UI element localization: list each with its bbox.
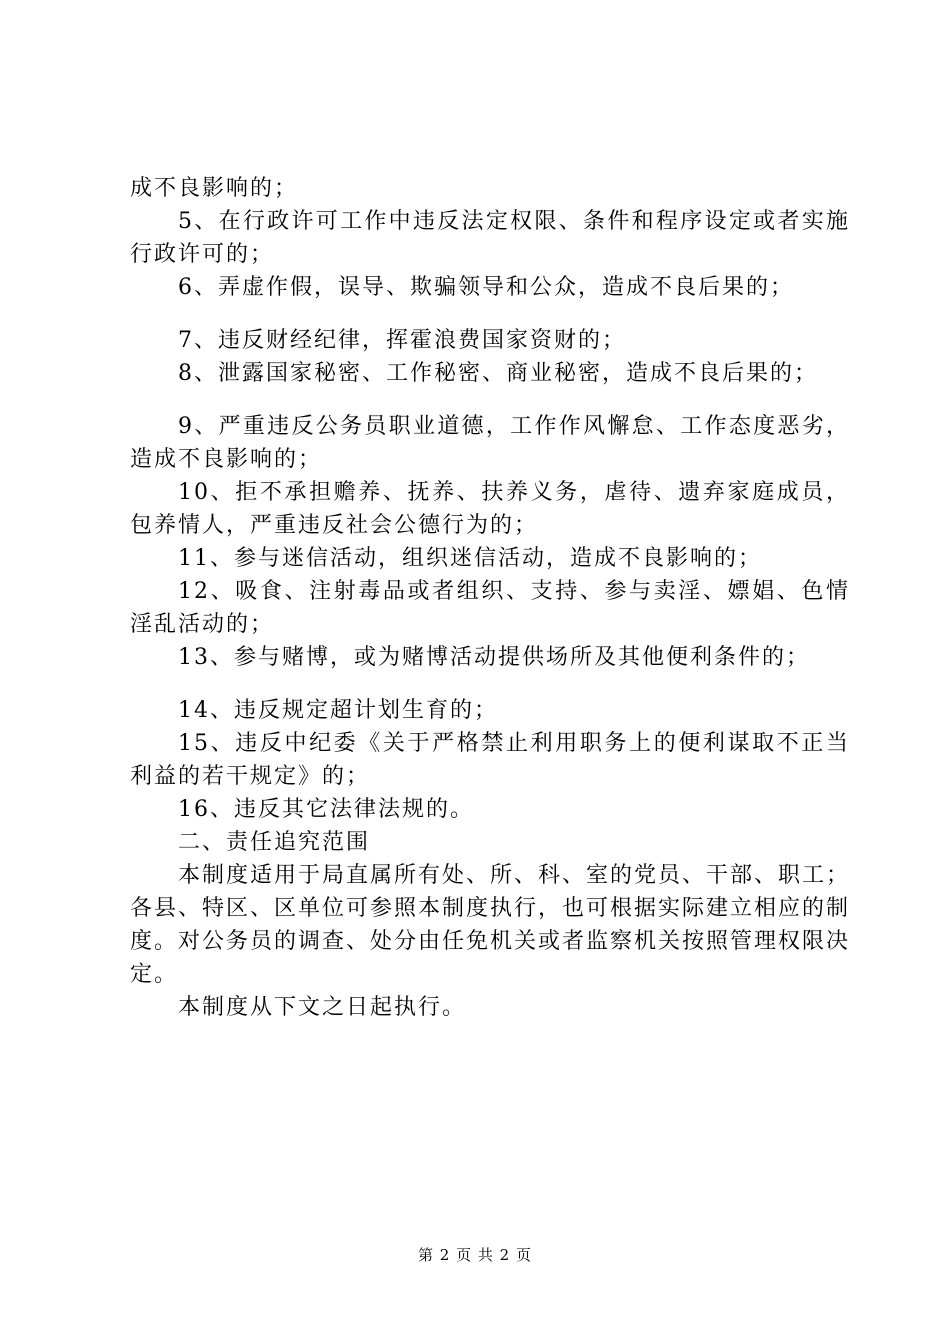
paragraph-item-5: 5、在行政许可工作中违反法定权限、条件和程序设定或者实施行政许可的； bbox=[130, 209, 850, 267]
paragraph-item-9: 9、严重违反公务员职业道德，工作作风懈怠、工作态度恶劣，造成不良影响的； bbox=[130, 414, 850, 472]
paragraph-scope: 本制度适用于局直属所有处、所、科、室的党员、干部、职工；各县、特区、区单位可参照本制度执行，也可根据实际建立相应的制度。对公务员的调查、处分由任免机关或者监察机关按照管理权限决定。 bbox=[130, 863, 851, 987]
paragraph-continuation: 成不良影响的； bbox=[130, 176, 299, 201]
paragraph-item-13: 13、参与赌博，或为赌博活动提供场所及其他便利条件的； bbox=[178, 645, 810, 670]
paragraph-item-6: 6、弄虚作假，误导、欺骗领导和公众，造成不良后果的； bbox=[178, 275, 794, 300]
paragraph-effective: 本制度从下文之日起执行。 bbox=[178, 995, 467, 1020]
paragraph-item-11: 11、参与迷信活动，组织迷信活动，造成不良影响的； bbox=[178, 546, 762, 571]
paragraph-item-12: 12、吸食、注射毒品或者组织、支持、参与卖淫、嫖娼、色情淫乱活动的； bbox=[130, 579, 850, 637]
paragraph-item-8: 8、泄露国家秘密、工作秘密、商业秘密，造成不良后果的； bbox=[178, 361, 818, 386]
paragraph-item-16: 16、违反其它法律法规的。 bbox=[178, 797, 474, 822]
paragraph-item-14: 14、违反规定超计划生育的； bbox=[178, 698, 498, 723]
paragraph-item-10: 10、拒不承担赡养、抚养、扶养义务，虐待、遗弃家庭成员，包养情人，严重违反社会公德行为的； bbox=[130, 480, 850, 538]
document-body bbox=[130, 172, 850, 1024]
page-footer: 第 2 页 共 2 页 bbox=[418, 1246, 532, 1264]
section-heading: 二、责任追究范围 bbox=[178, 830, 371, 855]
paragraph-item-15: 15、违反中纪委《关于严格禁止利用职务上的便利谋取不正当利益的若干规定》的； bbox=[130, 731, 850, 789]
paragraph-item-7: 7、违反财经纪律，挥霍浪费国家资财的； bbox=[178, 328, 626, 353]
